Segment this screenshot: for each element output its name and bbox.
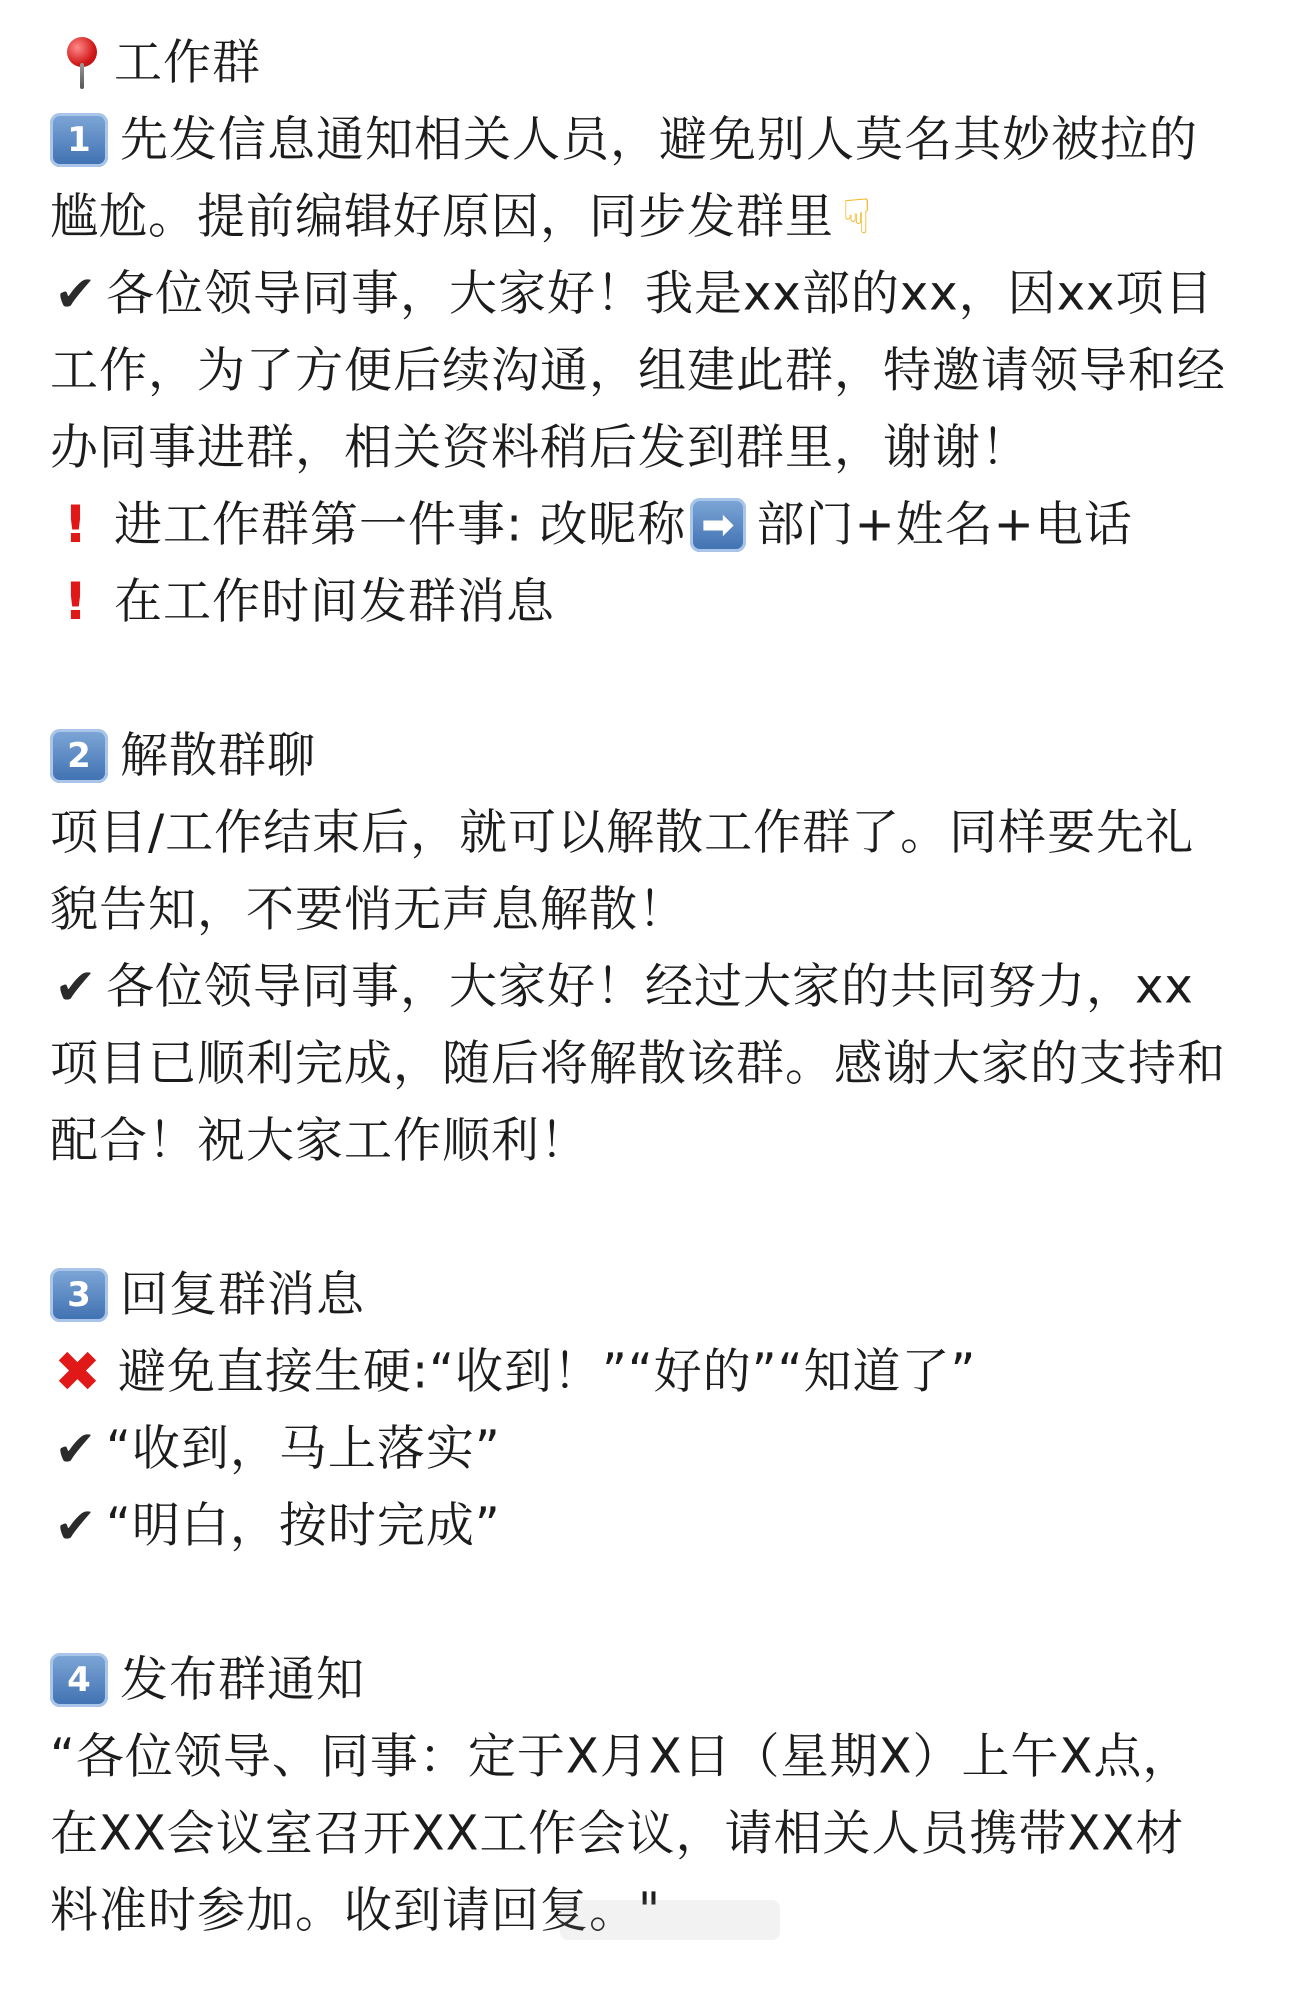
check-line [50, 1408, 1240, 1485]
section-title-text: 回复群消息 [120, 1266, 366, 1323]
document-body [50, 22, 1240, 1947]
keycap-2-icon: 2 [50, 729, 108, 783]
step-2-line [50, 715, 1240, 792]
check-icon: ✔ [54, 957, 98, 1016]
exclaim-line [50, 561, 1240, 638]
paragraph-text: 项目已顺利完成，随后将解散该群。感谢大家的支持和 [50, 1035, 1227, 1092]
paragraph-text: 各位领导同事，大家好！经过大家的共同努力，xx [106, 958, 1194, 1015]
paragraph-text: 项目/工作结束后，就可以解散工作群了。同样要先礼 [50, 804, 1195, 861]
exclaim-line [50, 484, 1240, 561]
paragraph-text: 部门+姓名+电话 [756, 496, 1133, 553]
section-title-text: 工作群 [114, 34, 262, 91]
section-title-text: 发布群通知 [120, 1651, 366, 1708]
keycap-3-icon: 3 [50, 1268, 108, 1322]
exclamation-icon: ! [63, 494, 89, 555]
paragraph-text: “明白，按时完成” [106, 1497, 501, 1554]
paragraph-line [50, 1023, 1240, 1100]
paragraph-line [50, 1716, 1240, 1793]
paragraph-text: 工作，为了方便后续沟通，组建此群，特邀请领导和经 [50, 342, 1227, 399]
paragraph-text: “各位领导、同事：定于X月X日（星期X）上午X点， [50, 1728, 1192, 1785]
paragraph-text: 料准时参加。收到请回复。" [50, 1882, 662, 1939]
pin-icon [62, 33, 102, 93]
paragraph-line [50, 176, 1240, 253]
paragraph-text: 各位领导同事，大家好！我是xx部的xx，因xx项目 [106, 265, 1214, 322]
paragraph-line [50, 1793, 1240, 1870]
paragraph-line [50, 792, 1240, 869]
step-1-line [50, 99, 1240, 176]
paragraph-text: 进工作群第一件事: 改昵称 [114, 496, 687, 553]
paragraph-text: 办同事进群，相关资料稍后发到群里，谢谢！ [50, 419, 1031, 476]
check-icon: ✔ [54, 264, 98, 323]
paragraph-text: 在工作时间发群消息 [114, 573, 556, 630]
exclamation-icon: ! [63, 571, 89, 632]
paragraph-line [50, 330, 1240, 407]
right-arrow-icon: ➡ [690, 498, 746, 552]
check-line [50, 253, 1240, 330]
paragraph-text: 貌告知，不要悄无声息解散！ [50, 881, 688, 938]
paragraph-text: “收到，马上落实” [106, 1420, 501, 1477]
section-title-text: 解散群聊 [120, 727, 317, 784]
check-icon: ✔ [54, 1419, 98, 1478]
check-icon: ✔ [54, 1496, 98, 1555]
paragraph-text: 尴尬。提前编辑好原因，同步发群里 [50, 188, 835, 245]
paragraph-line [50, 869, 1240, 946]
cross-line [50, 1331, 1240, 1408]
paragraph-text: 在XX会议室召开XX工作会议，请相关人员携带XX材 [50, 1805, 1185, 1862]
paragraph-line [50, 1100, 1240, 1177]
keycap-1-icon: 1 [50, 113, 108, 167]
cross-icon: ✖ [54, 1339, 102, 1405]
step-3-line [50, 1254, 1240, 1331]
step-4-line [50, 1639, 1240, 1716]
paragraph-text: 先发信息通知相关人员，避免别人莫名其妙被拉的 [120, 111, 1199, 168]
paragraph-line [50, 407, 1240, 484]
check-line [50, 1485, 1240, 1562]
paragraph-text: 配合！祝大家工作顺利！ [50, 1112, 590, 1169]
paragraph-text: 避免直接生硬:“收到！”“好的”“知道了” [118, 1343, 977, 1400]
pointing-down-hand-icon: ☟ [842, 188, 873, 245]
section-title-work-group [50, 22, 1240, 99]
check-line [50, 946, 1240, 1023]
watermark [560, 1890, 780, 1950]
keycap-4-icon: 4 [50, 1653, 108, 1707]
